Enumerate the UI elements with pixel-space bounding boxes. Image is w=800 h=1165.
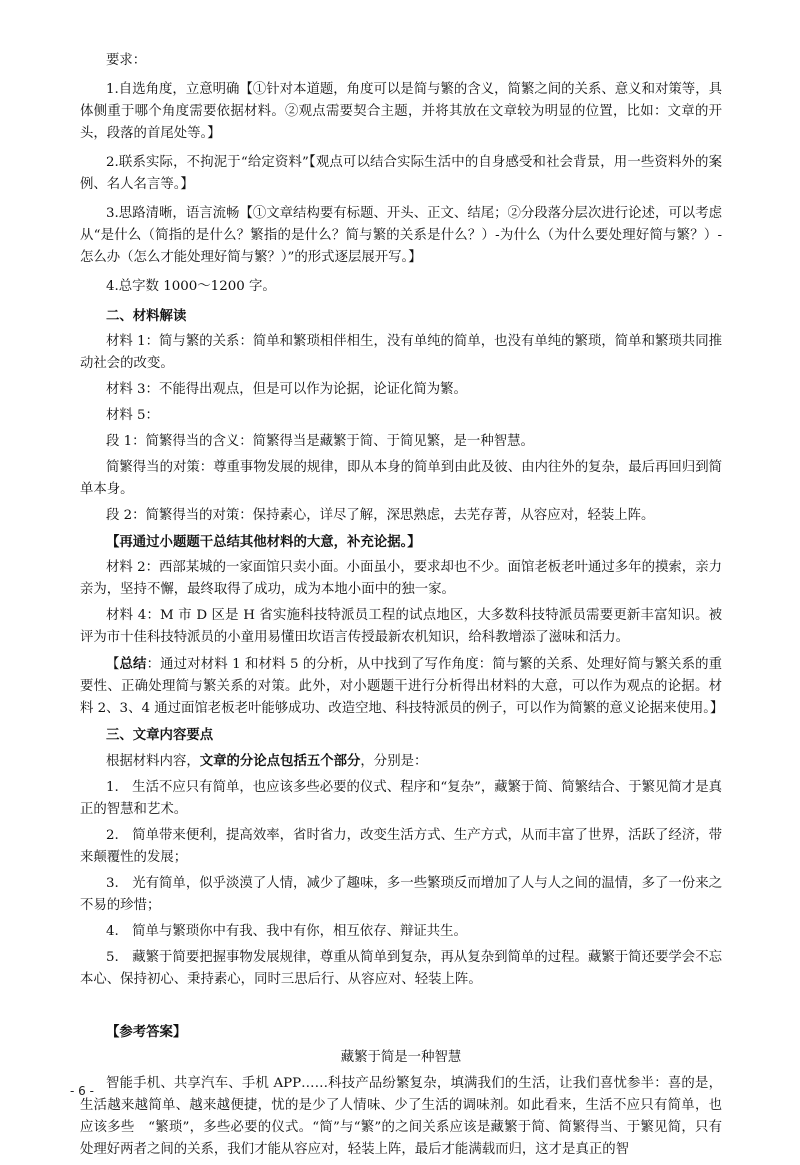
- section-2-heading: 二、材料解读: [106, 308, 187, 324]
- point-3: 3. 光有简单，似乎淡漠了人情，减少了趣味，多一些繁琐反而增加了人与人之间的温情，多了一份来之不易的珍惜；: [80, 876, 722, 913]
- requirement-item-2: [80, 152, 722, 196]
- answer-title: 藏繁于简是一种智慧: [340, 1050, 462, 1065]
- intro-post: ，分别是：: [360, 754, 428, 769]
- material-3: 材料 3：不能得出观点，但是可以作为论据，论证化简为繁。: [106, 382, 467, 397]
- material-5: 材料 5：: [106, 408, 159, 423]
- requirement-note-3: 【①文章结构要有标题、开头、正文、结尾；②分段落分层次进行论述，可以考虑从“是什么（简指的是什么？繁指的是什么？简与繁的关系是什么？）-为什么（为什么要处理好简与繁？）-怎么办（怎么才能处理好简与繁？）”的形式逐层展开写。】: [80, 206, 722, 265]
- requirements-heading: 要求：: [106, 53, 147, 68]
- intro-bold: 文章的分论点包括五个部分: [199, 753, 361, 769]
- requirement-note-1: 【①针对本道题，角度可以是简与繁的含义，简繁之间的关系、意义和对策等，具体侧重于哪个角度需要依据材料。②观点需要契合主题，并将其放在文章较为明显的位置，比如：文章的开头，段落的首尾处等。】: [80, 82, 722, 141]
- page-content: [80, 50, 722, 1165]
- requirement-lead-2: 2.联系实际，不拘泥于“给定资料”: [106, 155, 309, 170]
- requirement-note-2: 【观点可以结合实际生活中的自身感受和社会背景，用一些资料外的案例、名人名言等。】: [80, 155, 722, 192]
- point-1: 1. 生活不应只有简单，也应该多些必要的仪式、程序和“复杂”，藏繁于简、简繁结合、于繁见简才是真正的智慧和艺术。: [80, 780, 722, 817]
- point-5: 5. 藏繁于简要把握事物发展规律，尊重从简单到复杂，再从复杂到简单的过程。藏繁于简还要学会不忘本心、保持初心、秉持素心，同时三思后行、从容应对、轻装上阵。: [80, 950, 722, 987]
- requirement-item-3: [80, 203, 722, 269]
- section-3-heading: 三、文章内容要点: [106, 727, 214, 743]
- section-gap: [80, 995, 722, 1021]
- material-1: 材料 1：简与繁的关系：简单和繁琐相伴相生，没有单纯的简单，也没有单纯的繁琐，简单和繁琐共同推动社会的改变。: [80, 334, 722, 371]
- intro-pre: 根据材料内容，: [106, 754, 200, 769]
- requirement-lead-1: 1.自选角度，立意明确: [106, 82, 240, 97]
- summary-bracket: 【: [106, 657, 120, 672]
- requirement-lead-3: 3.思路清晰，语言流畅: [106, 206, 240, 221]
- summary-paragraph: [80, 653, 722, 720]
- summary-text: ：通过对材料 1 和材料 5 的分析，从中找到了写作角度：简与繁的关系、处理好简与繁关系的重要性、正确处理简与繁关系的对策。此外，对小题题干进行分析得出材料的大意，可以作为观点的论据。材料 2、3、4 通过面馆老板老叶能够成功、改造空地、科技特派员的例子，可以作为简繁的意义论据来使用。】: [80, 657, 724, 716]
- segment-1: 段 1：简繁得当的含义：简繁得当是藏繁于简、于简见繁，是一种智慧。: [106, 434, 534, 449]
- requirement-item-4: [80, 276, 722, 298]
- requirement-item-1: [80, 79, 722, 145]
- page-number: - 6 -: [70, 1084, 94, 1098]
- summary-label: 总结: [119, 656, 147, 672]
- requirement-lead-4: 4.总字数 1000～1200 字。: [106, 279, 276, 294]
- segment-2: 段 2：简繁得当的对策：保持素心，详尽了解，深思熟虑，去芜存菁，从容应对，轻装上阵。: [106, 508, 655, 523]
- section-3-intro: [80, 750, 722, 773]
- bold-note: 【再通过小题题干总结其他材料的大意，补充论据。】: [106, 534, 421, 550]
- point-4: 4. 简单与繁琐你中有我、我中有你，相互依存、辩证共生。: [106, 924, 467, 939]
- answer-heading: 【参考答案】: [106, 1024, 187, 1040]
- segment-1-strategy: 简繁得当的对策：尊重事物发展的规律，即从本身的简单到由此及彼、由内往外的复杂，最后再回归到简单本身。: [80, 460, 722, 497]
- answer-paragraph: 智能手机、共享汽车、手机 APP……科技产品纷繁复杂，填满我们的生活，让我们喜忧参半：喜的是，生活越来越简单、越来越便捷，忧的是少了人情味、少了生活的调味剂。如此看来，生活不应只有简单，也应该多些 “繁琐”，多些必要的仪式。“简”与“繁”的之间关系应该是藏繁于简、简繁得当、于繁见简，只有处理好两者之间的关系，我们才能从容应对，轻装上阵，最后才能满载而归，这才是真正的智: [80, 1076, 722, 1157]
- material-4: 材料 4：M 市 D 区是 H 省实施科技特派员工程的试点地区，大多数科技特派员需要更新丰富知识。被评为市十佳科技特派员的小童用易懂田坎语言传授最新农机知识，给科教增添了滋味和活力。: [80, 608, 722, 645]
- material-2: 材料 2：西部某城的一家面馆只卖小面。小面虽小，要求却也不少。面馆老板老叶通过多年的摸索，亲力亲为，坚持不懈，最终取得了成功，成为本地小面中的独一家。: [80, 560, 722, 597]
- point-2: 2. 简单带来便利，提高效率，省时省力，改变生活方式、生产方式，从而丰富了世界，活跃了经济，带来颠覆性的发展；: [80, 828, 722, 865]
